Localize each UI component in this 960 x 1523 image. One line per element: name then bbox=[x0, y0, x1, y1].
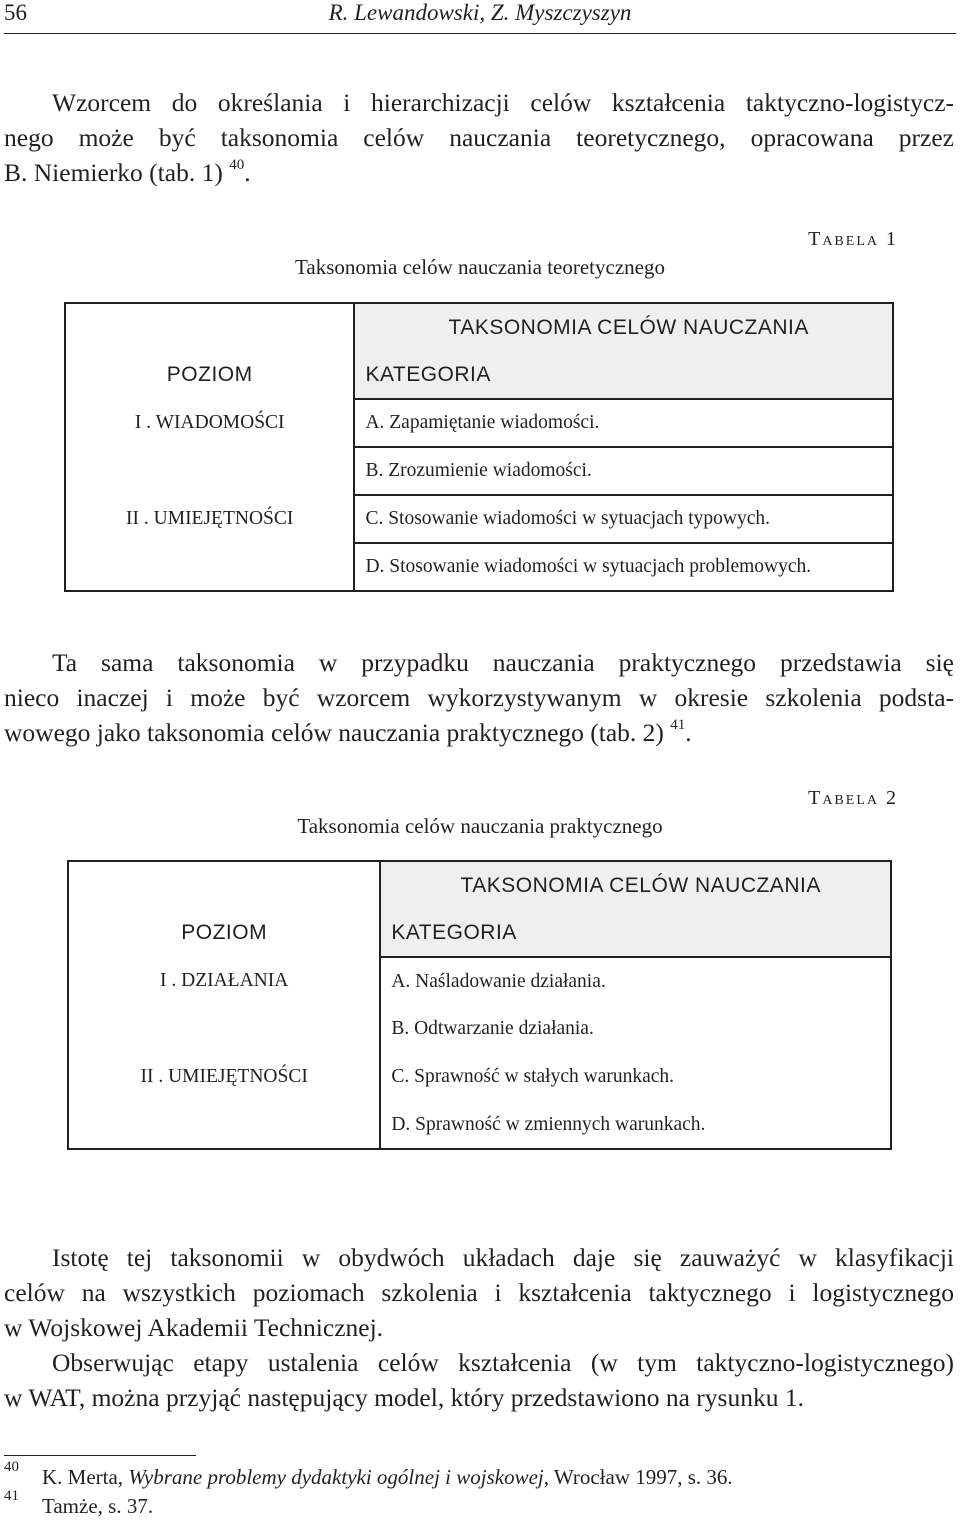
middle-line-3-end: . bbox=[685, 718, 692, 747]
table-2-blank-cell bbox=[68, 861, 380, 909]
table-2-level-cell bbox=[68, 1005, 380, 1053]
table-2-category-cell: C. Sprawność w stałych warunkach. bbox=[380, 1053, 891, 1101]
table-1-category-cell: C. Stosowanie wiadomości w sytuacjach typowych. bbox=[354, 495, 893, 543]
table-1-level-cell bbox=[65, 447, 354, 495]
intro-line-2: nego może być taksonomia celów nauczania teoretycznego, opracowana przez bbox=[4, 123, 954, 152]
table-1-level-cell: II . UMIEJĘTNOŚCI bbox=[65, 495, 354, 543]
closing-2-line-2: w WAT, można przyjąć następujący model, który przedstawiono na rysunku 1. bbox=[4, 1383, 804, 1412]
closing-2-line-1: Obserwując etapy ustalenia celów kształcenia (w tym taktyczno-logistycznego) bbox=[52, 1348, 954, 1377]
page-number: 56 bbox=[4, 0, 27, 25]
table-2-level-cell: I . DZIAŁANIA bbox=[68, 957, 380, 1005]
table-1-col-category: KATEGORIA bbox=[354, 351, 893, 399]
table-1 bbox=[64, 302, 894, 592]
table-1-span-header: TAKSONOMIA CELÓW NAUCZANIA bbox=[354, 303, 893, 351]
table-2-col-level: POZIOM bbox=[68, 909, 380, 957]
footnote-text bbox=[42, 1465, 733, 1490]
footnote-41 bbox=[4, 1488, 904, 1522]
footnote-number: 40 bbox=[4, 1459, 19, 1475]
middle-line-3 bbox=[4, 715, 954, 750]
footnote-ref-41[interactable]: 41 bbox=[670, 717, 686, 733]
table-2 bbox=[67, 860, 892, 1150]
table-2-caption: Taksonomia celów nauczania praktycznego bbox=[297, 814, 663, 838]
table-1-category-cell: B. Zrozumienie wiadomości. bbox=[354, 447, 893, 495]
middle-line-2: nieco inaczej i może być wzorcem wykorzystywanym w okresie szkolenia podsta- bbox=[4, 683, 954, 712]
middle-line-1: Ta sama taksonomia w przypadku nauczania praktycznego przedstawia się bbox=[52, 648, 954, 677]
closing-1-line-2: celów na wszystkich poziomach szkolenia i kształcenia taktycznego i logistycznego bbox=[4, 1278, 954, 1307]
table-2-category-cell: B. Odtwarzanie działania. bbox=[380, 1005, 891, 1053]
closing-paragraph-1 bbox=[4, 1240, 954, 1345]
table-1-level-cell bbox=[65, 543, 354, 591]
intro-line-3 bbox=[4, 155, 954, 190]
middle-line-3-text: wowego jako taksonomia celów nauczania praktycznego (tab. 2) bbox=[4, 718, 664, 747]
table-1-blank-cell bbox=[65, 303, 354, 351]
footnote-title: Wybrane problemy dydaktyki ogólnej i wojskowej bbox=[128, 1465, 544, 1489]
footnote-number: 41 bbox=[4, 1488, 19, 1504]
footnote-40 bbox=[4, 1459, 904, 1493]
middle-paragraph bbox=[4, 645, 954, 750]
closing-paragraph-2 bbox=[4, 1345, 954, 1415]
table-1-category-cell: A. Zapamiętanie wiadomości. bbox=[354, 399, 893, 447]
table-2-category-cell: A. Naśladowanie działania. bbox=[380, 957, 891, 1005]
table-2-category-cell: D. Sprawność w zmiennych warunkach. bbox=[380, 1101, 891, 1149]
table-1-level-cell: I . WIADOMOŚCI bbox=[65, 399, 354, 447]
table-1-col-level: POZIOM bbox=[65, 351, 354, 399]
footnote-ref-40[interactable]: 40 bbox=[229, 157, 245, 173]
table-2-level-cell: II . UMIEJĘTNOŚCI bbox=[68, 1053, 380, 1101]
footnote-rest: , Wrocław 1997, s. 36. bbox=[543, 1465, 733, 1489]
closing-1-line-3: w Wojskowej Akademii Technicznej. bbox=[4, 1313, 384, 1342]
intro-paragraph bbox=[4, 85, 954, 190]
footnote-rule bbox=[4, 1455, 196, 1456]
footnote-author: K. Merta, bbox=[42, 1465, 129, 1489]
footnote-text: Tamże, s. 37. bbox=[42, 1494, 154, 1518]
table-2-level-cell bbox=[68, 1101, 380, 1149]
intro-line-3-end: . bbox=[244, 158, 251, 187]
table-1-caption: Taksonomia celów nauczania teoretycznego bbox=[295, 255, 665, 279]
intro-line-1: Wzorcem do określania i hierarchizacji celów kształcenia taktyczno-logistycz- bbox=[52, 88, 954, 117]
header-rule bbox=[4, 33, 956, 34]
closing-1-line-1: Istotę tej taksonomii w obydwóch układach daje się zauważyć w klasyfikacji bbox=[52, 1243, 954, 1272]
table-2-label: Tabela 2 bbox=[808, 787, 898, 809]
table-1-label: Tabela 1 bbox=[808, 228, 898, 250]
intro-line-3-text: B. Niemierko (tab. 1) bbox=[4, 158, 223, 187]
running-title: R. Lewandowski, Z. Myszczyszyn bbox=[328, 0, 632, 25]
table-2-span-header: TAKSONOMIA CELÓW NAUCZANIA bbox=[380, 861, 891, 909]
table-1-category-cell: D. Stosowanie wiadomości w sytuacjach problemowych. bbox=[354, 543, 893, 591]
table-2-col-category: KATEGORIA bbox=[380, 909, 891, 957]
